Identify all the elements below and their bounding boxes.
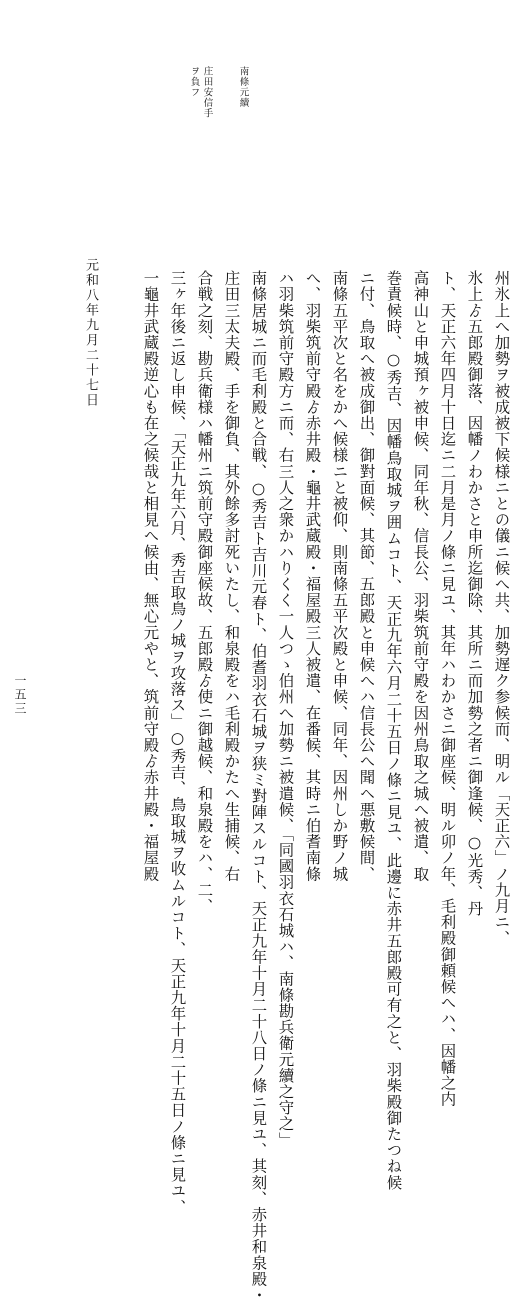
text-column: 巻責候時、○秀吉、因幡鳥取城ヲ囲ムコト、天正九年六月二十五日ノ條ニ見ユ、此邊に赤井五郎殿可有之と、羽柴殿御たつね候	[384, 270, 403, 1191]
text-column: ハ羽柴筑前守殿方ニ而、右三人之衆かハりくく一人つゝ伯州へ加勢ニ被遣候、「同國羽衣石城ハ、南條勘兵衛元續之守之」	[276, 270, 295, 1148]
document-date: 元和八年九月二十七日	[83, 258, 98, 408]
text-column: ニ付、鳥取へ被成御出、御對面候、其節、五郎殿と申候へハ信長公へ聞ヘ悪敷候間、	[357, 270, 376, 882]
text-column: 南條五平次と名をかへ候様ニと被仰、則南條五平次殿と申候、同年、因州しか野ノ城	[330, 270, 349, 882]
side-annotation-line: ヲ負フ	[188, 66, 200, 98]
text-column: 合戦之刻、勘兵衛様ハ幡州ニ筑前守殿御座候故、五郎殿ゟ使ニ御越候、和泉殿をハ、二、	[195, 270, 214, 914]
text-column: ト、天正六年四月十日迄ニ二月是月ノ條ニ見ユ、其年ハわかさニ御座候、明ル卯ノ年、毛利殿御頼候へハ、因幡之内	[438, 270, 457, 1108]
text-column: 庄田三太夫殿、手を御負、其外餘多討死いたし、和泉殿をハ毛利殿かたへ生捕候、右	[222, 270, 241, 882]
text-column: 南條居城ニ而毛利殿と合戦、○秀吉ト吉川元春ト、伯耆羽衣石城ヲ狭ミ對陣スルコト、天正九年十月二十八日ノ條ニ見ユ、其刻、赤井和泉殿・	[249, 270, 268, 1303]
side-annotation-line: 庄田安信手	[201, 66, 213, 119]
text-column: 氷上ゟ五郎殿御落、因幡ノわかさと申所迄御除、其所ニ而加勢之者ニ御逢候、○光秀、丹	[465, 270, 484, 917]
text-column: 三ヶ年後ニ返し申候、「天正九年六月、秀吉取鳥ノ城ヲ攻落ス」○秀吉、鳥取城ヲ收ムルコト、天正九年十月二十五日ノ條ニ見ユ、	[168, 270, 187, 1215]
running-title: 南條元續	[237, 66, 249, 108]
text-column: 高神山と申城預ヶ被申候、同年秋、信長公、羽柴筑前守殿を因州鳥取之城へ被遣、取	[411, 270, 430, 882]
text-column: 一龜井武蔵殿逆心も在之候哉と相見へ候由、無心元やと、筑前守殿ゟ赤井殿・福屋殿	[141, 270, 160, 882]
text-column: 州氷上へ加勢ヲ被成被下候様ニとの儀ニ候へ共、加勢遅ク参候而、明ル「天正六」ノ九月ニ、	[492, 270, 511, 947]
page-number: 一五三	[13, 674, 27, 716]
text-column: へ、羽柴筑前守殿ゟ赤井殿・龜井武蔵殿・福屋殿三人被遣、在番候、其時ニ伯耆南條	[303, 270, 322, 882]
